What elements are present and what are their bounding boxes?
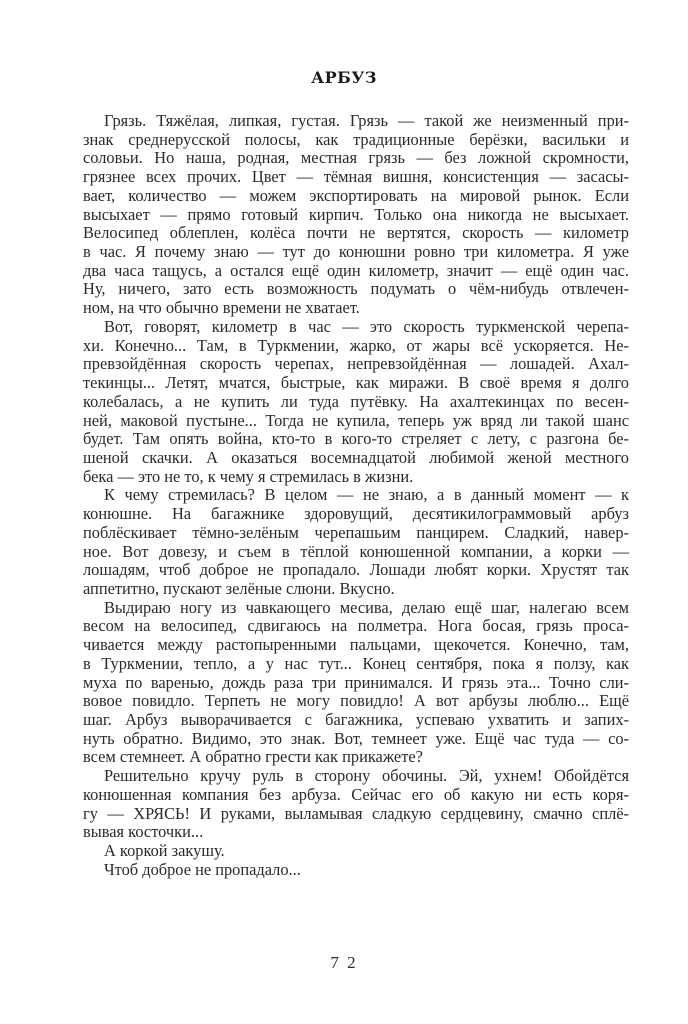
text-line: шеной скачки. А оказаться восемнадцатой любимой женой местного xyxy=(83,447,629,467)
text-line: А коркой закушу. xyxy=(104,841,225,861)
text-line: ное. Вот довезу, и съем в тёплой конюшенной компании, а корки — xyxy=(83,541,629,561)
text-line: бека — это не то, к чему я стремилась в жизни. xyxy=(83,466,414,486)
text-line: поблёскивает тёмно-зелёным черепашьим панцирем. Сладкий, навер- xyxy=(83,522,629,542)
text-line: лошадям, чтоб доброе не пропадало. Лошади любят корки. Хрустят так xyxy=(83,560,629,580)
text-line: конюшенная компания без арбуза. Сейчас его об какую ни есть коря- xyxy=(83,784,629,804)
text-line: Решительно кручу руль в сторону обочины. Эй, ухнем! Обойдётся xyxy=(104,766,629,786)
text-line: Грязь. Тяжёлая, липкая, густая. Грязь — такой же неизменный при- xyxy=(104,111,629,130)
text-line: Выдираю ногу из чавкающего месива, делаю ещё шаг, налегаю всем xyxy=(104,597,629,617)
text-line: муха по варенью, дождь раза три принимался. И грязь эта... Точно сли- xyxy=(83,672,629,692)
text-line: Велосипед облеплен, колёса почти не вертятся, скорость — километр xyxy=(83,223,629,243)
text-line: будет. Там опять война, кто-то в кого-то стреляет с лету, с разгона бе- xyxy=(83,429,629,449)
text-line: чивается между растопыренными пальцами, щекочется. Конечно, там, xyxy=(83,635,629,655)
text-line: Вот, говорят, километр в час — это скорость туркменской черепа- xyxy=(104,316,629,336)
text-line: ней, маковой пустыне... Тогда не купила, теперь уж вряд ли такой шанс xyxy=(83,410,629,430)
text-line: два часа тащусь, а остался ещё один километр, значит — ещё один час. xyxy=(83,260,629,280)
text-line: знак среднерусской полосы, как традиционные берёзки, васильки и xyxy=(83,129,629,149)
text-line: вает, количество — можем экспортировать на мировой рынок. Если xyxy=(83,185,629,205)
text-line: К чему стремилась? В целом — не знаю, а в данный момент — к xyxy=(104,485,629,505)
text-line: грязнее всех прочих. Цвет — тёмная вишня, консистенция — засасы- xyxy=(83,167,629,187)
text-line: Ну, ничего, зато есть возможность подумать о чём-нибудь отвлечен- xyxy=(83,279,629,299)
text-line: высыхает — прямо готовый кирпич. Только она никогда не высыхает. xyxy=(83,204,629,224)
text-line: конюшне. На багажнике здоровущий, десятикилограммовый арбуз xyxy=(83,504,629,524)
page-number: 7 2 xyxy=(330,953,358,972)
text-line: вовое повидло. Терпеть не могу повидло! А вот арбузы люблю... Ещё xyxy=(83,691,629,711)
text-line: ном, на что обычно времени не хватает. xyxy=(83,298,360,318)
text-line: аппетитно, пускают зелёные слюни. Вкусно. xyxy=(83,578,395,598)
text-line: всем стемнеет. А обратно грести как прикажете? xyxy=(83,747,423,767)
text-line: превзойдённая скорость черепах, непревзойдённая — лошадей. Ахал- xyxy=(83,354,629,374)
text-line: гу — ХРЯСЬ! И руками, выламывая сладкую сердцевину, смачно сплё- xyxy=(83,803,629,823)
text-line: весом на велосипед, сдвигаюсь на полметра. Нога босая, грязь проса- xyxy=(83,616,629,636)
text-line: хи. Конечно... Там, в Туркмении, жарко, от жары всё ускоряется. Не- xyxy=(83,335,629,355)
text-line: соловьи. Но наша, родная, местная грязь — без ложной скромности, xyxy=(83,148,629,168)
text-line: Чтоб доброе не пропадало... xyxy=(104,859,301,879)
chapter-body xyxy=(83,112,629,879)
text-line: в Туркмении, тепло, а у нас тут... Конец сентября, пока я ползу, как xyxy=(83,653,629,673)
text-line: вывая косточки... xyxy=(83,822,204,842)
text-line: шаг. Арбуз выворачивается с багажника, успеваю ухватить и запих- xyxy=(83,710,629,729)
text-line: нуть обратно. Видимо, это знак. Вот, темнеет уже. Ещё час туда — со- xyxy=(83,728,629,748)
chapter-title: АРБУЗ xyxy=(311,68,377,87)
text-line: текинцы... Летят, мчатся, быстрые, как миражи. В своё время я долго xyxy=(83,373,629,393)
text-line: в час. Я почему знаю — тут до конюшни ровно три километра. Я уже xyxy=(83,242,629,262)
text-line: колебалась, а не купить ли туда путёвку. На ахалтекинцах по весен- xyxy=(83,391,629,411)
